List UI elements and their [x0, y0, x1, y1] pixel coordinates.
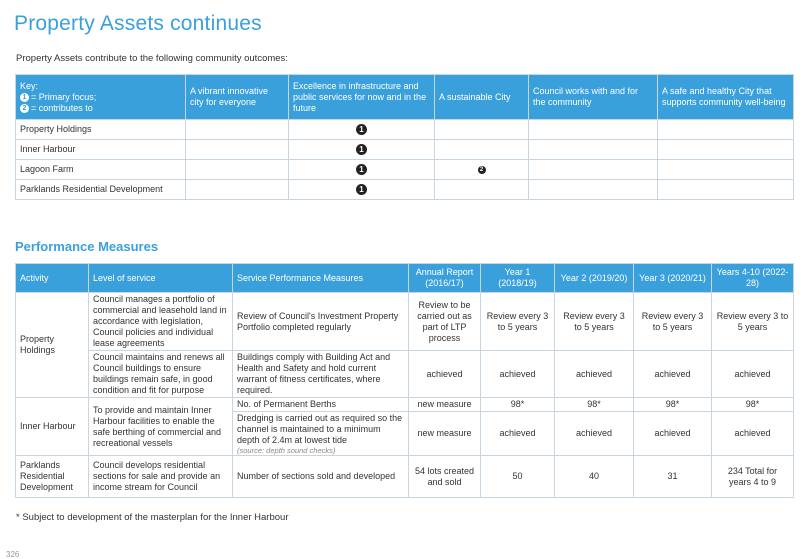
row-label: Property Holdings [16, 120, 186, 140]
annual-report-value: new measure [409, 398, 481, 412]
level-of-service: Council maintains and renews all Council buildings to ensure buildings remain safe, in good condition and fit for purpose [89, 351, 233, 398]
outcome-cell [435, 140, 529, 160]
header-year-2: Year 2 (2019/20) [555, 264, 634, 293]
outcome-cell [435, 180, 529, 200]
primary-focus-icon: 1 [356, 144, 367, 155]
year-1-target: achieved [481, 412, 555, 456]
table-row [16, 180, 794, 200]
outcome-header-safe-healthy: A safe and healthy City that supports community well-being [658, 75, 794, 120]
row-label: Inner Harbour [16, 140, 186, 160]
outcome-cell [289, 120, 435, 140]
table-row [16, 456, 794, 498]
header-year-3: Year 3 (2020/21) [634, 264, 712, 293]
table-row [16, 351, 794, 398]
header-years-4-10: Years 4-10 (2022-28) [712, 264, 794, 293]
outcome-cell [186, 140, 289, 160]
year-3-target: achieved [634, 351, 712, 398]
outcome-header-community: Council works with and for the community [529, 75, 658, 120]
year-1-target: 50 [481, 456, 555, 498]
key-primary-label: = Primary focus; [31, 91, 97, 102]
year-3-target: 98* [634, 398, 712, 412]
page-title: Property Assets continues [14, 12, 262, 35]
level-of-service: To provide and maintain Inner Harbour facilities to enable the safe berthing of commercial and recreational vessels [89, 398, 233, 456]
annual-report-value: new measure [409, 412, 481, 456]
table-row [16, 160, 794, 180]
header-annual-report: Annual Report (2016/17) [409, 264, 481, 293]
service-measure: Number of sections sold and developed [233, 456, 409, 498]
annual-report-value: achieved [409, 351, 481, 398]
year-1-target: Review every 3 to 5 years [481, 293, 555, 351]
source-note: (source: depth sound checks) [237, 445, 336, 455]
years-4-10-target: 234 Total for years 4 to 9 [712, 456, 794, 498]
year-3-target: Review every 3 to 5 years [634, 293, 712, 351]
outcome-cell [435, 160, 529, 180]
performance-header-row [16, 264, 794, 293]
outcome-cell [186, 160, 289, 180]
intro-text: Property Assets contribute to the following community outcomes: [16, 53, 288, 64]
header-year-1: Year 1 (2018/19) [481, 264, 555, 293]
outcomes-header-row [16, 75, 794, 120]
years-4-10-target: achieved [712, 351, 794, 398]
community-outcomes-table [15, 74, 794, 200]
contributes-to-icon: 2 [478, 166, 486, 174]
performance-measures-title: Performance Measures [15, 239, 159, 254]
year-1-target: achieved [481, 351, 555, 398]
key-contributes-label: = contributes to [31, 102, 93, 113]
table-row [16, 140, 794, 160]
years-4-10-target: Review every 3 to 5 years [712, 293, 794, 351]
contributes-to-icon: 2 [20, 104, 29, 113]
outcome-cell [529, 160, 658, 180]
activity-property-holdings: Property Holdings [16, 293, 89, 398]
key-title: Key: [20, 80, 39, 91]
header-activity: Activity [16, 264, 89, 293]
service-measure: Buildings comply with Building Act and Health and Safety and hold current warrant of fitness certificates, where required. [233, 351, 409, 398]
outcome-cell [658, 140, 794, 160]
year-1-target: 98* [481, 398, 555, 412]
outcome-cell [289, 140, 435, 160]
primary-focus-icon: 1 [356, 124, 367, 135]
table-row [16, 293, 794, 351]
annual-report-value: 54 lots created and sold [409, 456, 481, 498]
row-label: Parklands Residential Development [16, 180, 186, 200]
outcome-cell [529, 140, 658, 160]
outcome-cell [186, 120, 289, 140]
page-number: 326 [6, 550, 20, 559]
service-measure [233, 412, 409, 456]
year-2-target: Review every 3 to 5 years [555, 293, 634, 351]
header-service-measures: Service Performance Measures [233, 264, 409, 293]
outcome-header-sustainable: A sustainable City [435, 75, 529, 120]
performance-measures-table [15, 263, 794, 498]
year-2-target: achieved [555, 351, 634, 398]
footnote: * Subject to development of the masterplan for the Inner Harbour [16, 512, 289, 523]
level-of-service: Council develops residential sections for sale and provide an income stream for Council [89, 456, 233, 498]
outcome-header-infrastructure: Excellence in infrastructure and public services for now and in the future [289, 75, 435, 120]
outcome-cell [186, 180, 289, 200]
primary-focus-icon: 1 [356, 164, 367, 175]
outcome-cell [435, 120, 529, 140]
year-2-target: 40 [555, 456, 634, 498]
year-2-target: achieved [555, 412, 634, 456]
service-measure: No. of Permanent Berths [233, 398, 409, 412]
years-4-10-target: 98* [712, 398, 794, 412]
outcome-cell [658, 160, 794, 180]
row-label: Lagoon Farm [16, 160, 186, 180]
level-of-service: Council manages a portfolio of commercial and leasehold land in accordance with legislation, Council policies and individual lease agreements [89, 293, 233, 351]
outcome-cell [658, 120, 794, 140]
table-row [16, 120, 794, 140]
key-cell [16, 75, 186, 120]
service-measure-text: Dredging is carried out as required so the channel is maintained to a minimum depth of 2.4m at lowest tide [237, 412, 403, 445]
year-3-target: 31 [634, 456, 712, 498]
outcome-header-vibrant: A vibrant innovative city for everyone [186, 75, 289, 120]
year-2-target: 98* [555, 398, 634, 412]
header-level-of-service: Level of service [89, 264, 233, 293]
primary-focus-icon: 1 [20, 93, 29, 102]
years-4-10-target: achieved [712, 412, 794, 456]
outcome-cell [529, 120, 658, 140]
activity-inner-harbour: Inner Harbour [16, 398, 89, 456]
outcome-cell [289, 180, 435, 200]
year-3-target: achieved [634, 412, 712, 456]
outcome-cell [289, 160, 435, 180]
table-row [16, 398, 794, 412]
outcome-cell [658, 180, 794, 200]
primary-focus-icon: 1 [356, 184, 367, 195]
annual-report-value: Review to be carried out as part of LTP process [409, 293, 481, 351]
service-measure: Review of Council's Investment Property Portfolio completed regularly [233, 293, 409, 351]
activity-parklands: Parklands Residential Development [16, 456, 89, 498]
outcome-cell [529, 180, 658, 200]
